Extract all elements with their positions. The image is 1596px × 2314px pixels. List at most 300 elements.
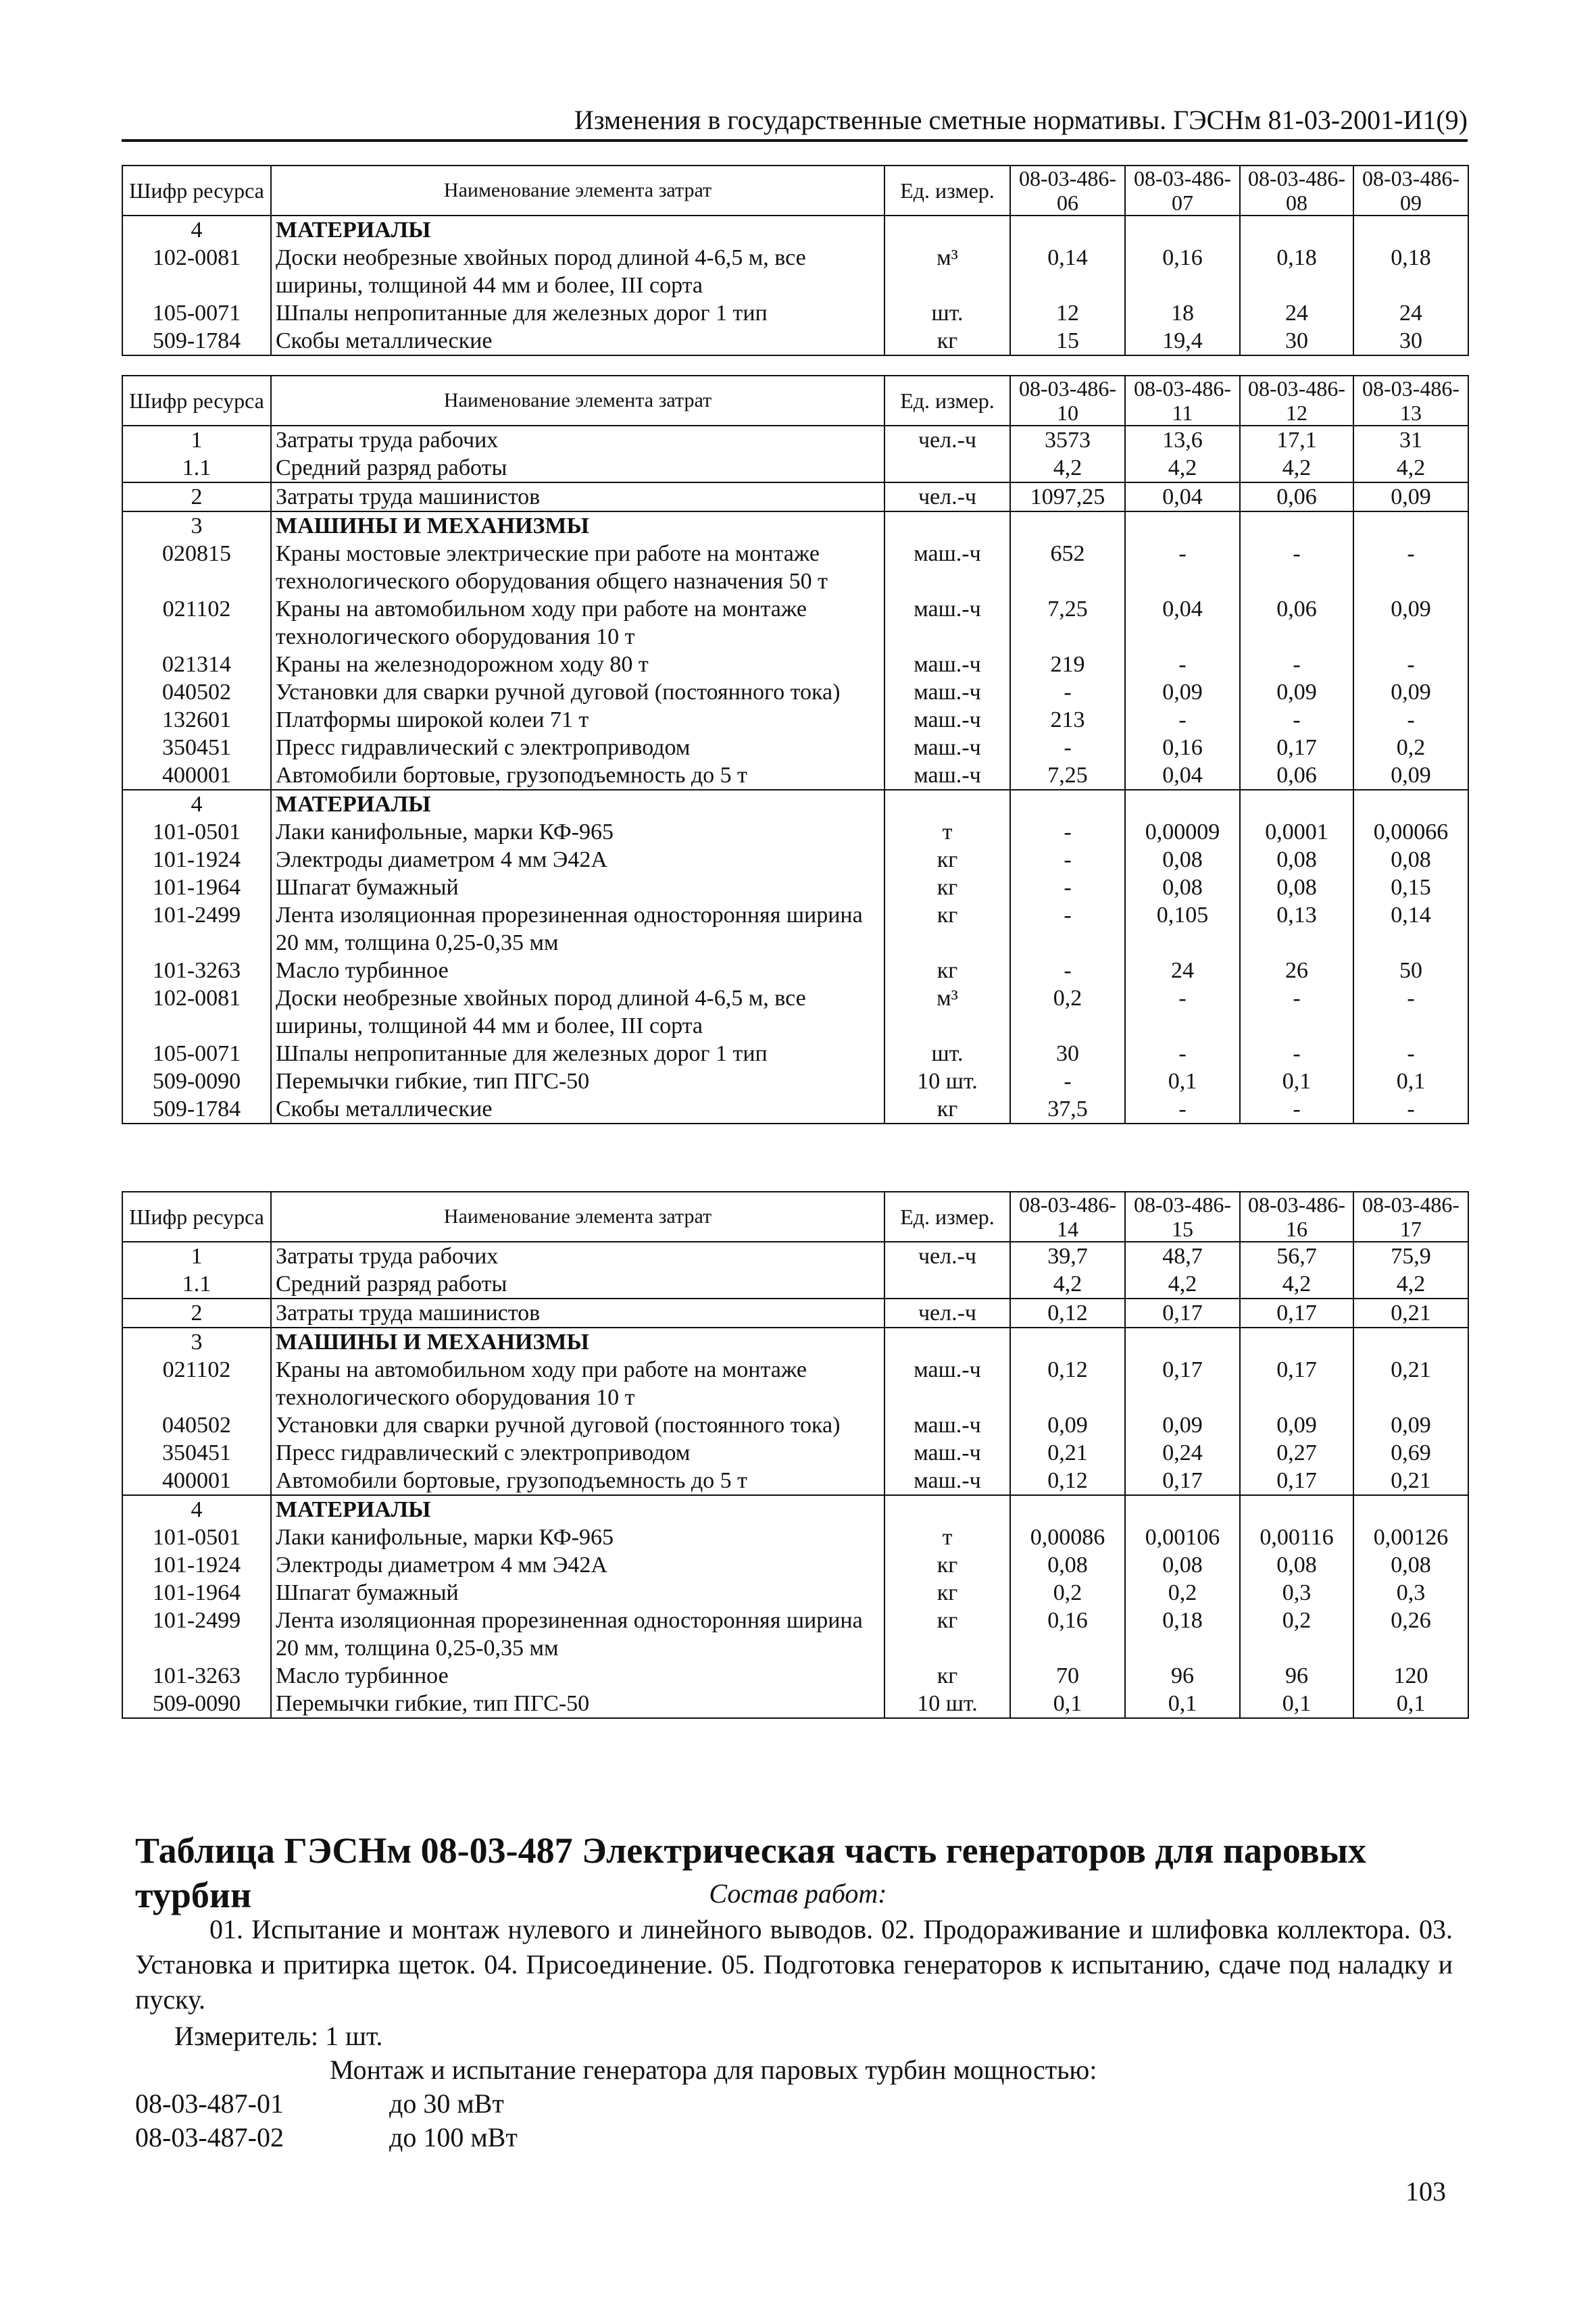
table-row <box>122 761 1468 790</box>
resource-name: Электроды диаметром 4 мм Э42А <box>271 1551 884 1579</box>
resource-value: 0,16 <box>1125 734 1240 761</box>
resource-value: - <box>1010 734 1125 761</box>
resource-value: 0,21 <box>1353 1356 1468 1411</box>
resource-value: 0,1 <box>1353 1067 1468 1095</box>
resource-value: 0,1 <box>1010 1690 1125 1718</box>
resource-value: 213 <box>1010 706 1125 734</box>
resource-name: Затраты труда машинистов <box>271 482 884 511</box>
header-name: Наименование элемента затрат <box>271 166 884 216</box>
header-code: Шифр ресурса <box>122 166 271 216</box>
resource-name: Шпагат бумажный <box>271 1579 884 1607</box>
norm-item <box>135 2086 504 2121</box>
resource-value: 0,1 <box>1240 1690 1353 1718</box>
resource-unit: шт. <box>884 299 1010 327</box>
resource-unit: 10 шт. <box>884 1690 1010 1718</box>
resource-value: 0,08 <box>1010 1551 1125 1579</box>
resource-value: - <box>1125 651 1240 678</box>
resource-table-486-14-17 <box>122 1191 1469 1719</box>
resource-code: 102-0081 <box>122 984 271 1040</box>
resource-unit: маш.-ч <box>884 651 1010 678</box>
resource-value: - <box>1353 1095 1468 1124</box>
resource-value: 30 <box>1353 327 1468 355</box>
resource-unit: чел.-ч <box>884 426 1010 454</box>
resource-value <box>1353 1328 1468 1356</box>
resource-value: 0,00126 <box>1353 1524 1468 1551</box>
resource-value <box>1240 790 1353 818</box>
header-norm-code: 08-03-486-06 <box>1010 166 1125 216</box>
resource-value: 0,2 <box>1240 1607 1353 1662</box>
page-number: 103 <box>1405 2176 1446 2207</box>
resource-value: 4,2 <box>1010 1270 1125 1299</box>
resource-value: 0,15 <box>1353 874 1468 901</box>
resource-value: 0,12 <box>1010 1467 1125 1495</box>
header-norm-code: 08-03-486-17 <box>1353 1192 1468 1242</box>
resource-value: 0,06 <box>1240 761 1353 790</box>
resource-unit: кг <box>884 846 1010 874</box>
resource-value: 4,2 <box>1240 1270 1353 1299</box>
resource-value: 1097,25 <box>1010 482 1125 511</box>
table-row <box>122 734 1468 761</box>
resource-value: - <box>1125 540 1240 595</box>
resource-unit: т <box>884 818 1010 846</box>
resource-value: 0,26 <box>1353 1607 1468 1662</box>
resource-unit: кг <box>884 874 1010 901</box>
resource-name: Шпалы непропитанные для железных дорог 1 тип <box>271 299 884 327</box>
resource-value: 0,09 <box>1353 482 1468 511</box>
resource-value: 0,12 <box>1010 1299 1125 1328</box>
resource-value: - <box>1240 1040 1353 1067</box>
resource-unit <box>884 790 1010 818</box>
resource-code: 101-1924 <box>122 1551 271 1579</box>
resource-value: 0,3 <box>1353 1579 1468 1607</box>
resource-unit: маш.-ч <box>884 1439 1010 1467</box>
resource-unit: маш.-ч <box>884 540 1010 595</box>
header-norm-code: 08-03-486-13 <box>1353 376 1468 426</box>
resource-code: 101-3263 <box>122 1662 271 1690</box>
resource-value: 0,17 <box>1125 1356 1240 1411</box>
resource-name: МАТЕРИАЛЫ <box>271 790 884 818</box>
resource-name: Автомобили бортовые, грузоподъемность до 5 т <box>271 1467 884 1495</box>
resource-value: 0,08 <box>1125 874 1240 901</box>
resource-unit: кг <box>884 1551 1010 1579</box>
table-title: Таблица ГЭСНм 08-03-487 Электрическая часть генераторов для паровых турбин <box>135 1830 1366 1915</box>
resource-value <box>1010 790 1125 818</box>
resource-value: - <box>1010 818 1125 846</box>
resource-value <box>1240 1495 1353 1524</box>
header-code: Шифр ресурса <box>122 1192 271 1242</box>
resource-value <box>1353 511 1468 540</box>
resource-value: 24 <box>1240 299 1353 327</box>
resource-code: 1.1 <box>122 454 271 482</box>
resource-value <box>1010 511 1125 540</box>
resource-code: 4 <box>122 1495 271 1524</box>
resource-unit: маш.-ч <box>884 678 1010 706</box>
table-row <box>122 874 1468 901</box>
resource-value <box>1010 216 1125 244</box>
resource-code: 101-1964 <box>122 1579 271 1607</box>
resource-code: 350451 <box>122 734 271 761</box>
table-row <box>122 984 1468 1040</box>
table-row <box>122 482 1468 511</box>
table-row <box>122 1095 1468 1124</box>
resource-code: 102-0081 <box>122 244 271 299</box>
resource-unit: м³ <box>884 244 1010 299</box>
resource-value: 0,00116 <box>1240 1524 1353 1551</box>
resource-value: 0,09 <box>1353 1411 1468 1439</box>
resource-name: Масло турбинное <box>271 957 884 984</box>
resource-value: 4,2 <box>1010 454 1125 482</box>
header-norm-code: 08-03-486-14 <box>1010 1192 1125 1242</box>
resource-name: Затраты труда рабочих <box>271 426 884 454</box>
resource-value: 0,1 <box>1125 1067 1240 1095</box>
header-norm-code: 08-03-486-10 <box>1010 376 1125 426</box>
resource-value: - <box>1353 651 1468 678</box>
resource-name: Краны на автомобильном ходу при работе на монтаже технологического оборудования 10 т <box>271 595 884 651</box>
resource-value: 0,09 <box>1353 761 1468 790</box>
resource-value <box>1125 790 1240 818</box>
resource-value: 30 <box>1240 327 1353 355</box>
resource-value: 0,21 <box>1353 1467 1468 1495</box>
table-row <box>122 1328 1468 1356</box>
header-norm-code: 08-03-486-11 <box>1125 376 1240 426</box>
table-header-row <box>122 166 1468 216</box>
resource-code: 132601 <box>122 706 271 734</box>
resource-value <box>1125 1328 1240 1356</box>
resource-value: 0,06 <box>1240 482 1353 511</box>
resource-value <box>1125 216 1240 244</box>
resource-value <box>1125 511 1240 540</box>
resource-value: 0,08 <box>1240 874 1353 901</box>
resource-name: Лаки канифольные, марки КФ-965 <box>271 818 884 846</box>
resource-code: 509-1784 <box>122 1095 271 1124</box>
table-row <box>122 1356 1468 1411</box>
resource-code: 101-2499 <box>122 901 271 957</box>
table-header-row <box>122 376 1468 426</box>
table-header-row <box>122 1192 1468 1242</box>
resource-value: 7,25 <box>1010 761 1125 790</box>
table-row <box>122 1411 1468 1439</box>
resource-value: 0,16 <box>1010 1607 1125 1662</box>
resource-code: 021102 <box>122 1356 271 1411</box>
resource-code: 101-0501 <box>122 1524 271 1551</box>
resource-name: Пресс гидравлический с электроприводом <box>271 734 884 761</box>
header-name: Наименование элемента затрат <box>271 376 884 426</box>
resource-code: 509-1784 <box>122 327 271 355</box>
resource-code: 3 <box>122 511 271 540</box>
header-norm-code: 08-03-486-15 <box>1125 1192 1240 1242</box>
table-row <box>122 454 1468 482</box>
table-row <box>122 1439 1468 1467</box>
table-row <box>122 1299 1468 1328</box>
header-norm-code: 08-03-486-12 <box>1240 376 1353 426</box>
table-row <box>122 1270 1468 1299</box>
resource-name: МАШИНЫ И МЕХАНИЗМЫ <box>271 1328 884 1356</box>
resource-code: 1 <box>122 426 271 454</box>
header-norm-code: 08-03-486-07 <box>1125 166 1240 216</box>
norm-code: 08-03-487-02 <box>135 2122 284 2153</box>
resource-value: 24 <box>1353 299 1468 327</box>
resource-unit: маш.-ч <box>884 734 1010 761</box>
table-row <box>122 957 1468 984</box>
resource-unit <box>884 1495 1010 1524</box>
header-norm-code: 08-03-486-16 <box>1240 1192 1353 1242</box>
resource-value: 0,24 <box>1125 1439 1240 1467</box>
resource-unit: т <box>884 1524 1010 1551</box>
resource-value: - <box>1010 901 1125 957</box>
resource-value: 0,08 <box>1125 846 1240 874</box>
resource-value: 4,2 <box>1125 1270 1240 1299</box>
table-row <box>122 1242 1468 1270</box>
resource-value: 96 <box>1125 1662 1240 1690</box>
resource-value: 0,1 <box>1353 1690 1468 1718</box>
resource-value: 26 <box>1240 957 1353 984</box>
resource-value: 0,2 <box>1353 734 1468 761</box>
resource-code: 105-0071 <box>122 299 271 327</box>
resource-value: 19,4 <box>1125 327 1240 355</box>
resource-name: Скобы металлические <box>271 327 884 355</box>
resource-value: - <box>1240 984 1353 1040</box>
resource-value: 0,09 <box>1240 1411 1353 1439</box>
resource-code: 400001 <box>122 1467 271 1495</box>
resource-value: 0,2 <box>1010 984 1125 1040</box>
table-row <box>122 299 1468 327</box>
resource-value: 0,08 <box>1353 846 1468 874</box>
resource-value: 0,3 <box>1240 1579 1353 1607</box>
resource-value: - <box>1240 540 1353 595</box>
resource-unit <box>884 454 1010 482</box>
resource-name: Перемычки гибкие, тип ПГС-50 <box>271 1067 884 1095</box>
resource-value: 0,04 <box>1125 595 1240 651</box>
mount-caption: Монтаж и испытание генератора для паровых турбин мощностью: <box>330 2055 1097 2085</box>
resource-value: - <box>1125 706 1240 734</box>
resource-value: 0,2 <box>1125 1579 1240 1607</box>
resource-name: Краны мостовые электрические при работе на монтаже технологического оборудования общего назначения 50 т <box>271 540 884 595</box>
resource-code: 101-3263 <box>122 957 271 984</box>
resource-code: 509-0090 <box>122 1690 271 1718</box>
resource-value: 0,2 <box>1010 1579 1125 1607</box>
resource-value: 0,16 <box>1125 244 1240 299</box>
norm-item <box>135 2120 518 2155</box>
resource-value: 18 <box>1125 299 1240 327</box>
resource-unit: 10 шт. <box>884 1067 1010 1095</box>
resource-code: 1 <box>122 1242 271 1270</box>
header-unit: Ед. измер. <box>884 376 1010 426</box>
table-row <box>122 651 1468 678</box>
resource-unit: шт. <box>884 1040 1010 1067</box>
resource-value: 0,09 <box>1125 678 1240 706</box>
table-row <box>122 1495 1468 1524</box>
resource-name: Платформы широкой колеи 71 т <box>271 706 884 734</box>
resource-unit: маш.-ч <box>884 1356 1010 1411</box>
resource-value: 3573 <box>1010 426 1125 454</box>
resource-value: 0,18 <box>1125 1607 1240 1662</box>
resource-code: 040502 <box>122 1411 271 1439</box>
resource-unit: чел.-ч <box>884 1299 1010 1328</box>
resource-unit: м³ <box>884 984 1010 1040</box>
resource-value: 12 <box>1010 299 1125 327</box>
resource-code: 101-1924 <box>122 846 271 874</box>
resource-code: 350451 <box>122 1439 271 1467</box>
resource-unit: кг <box>884 327 1010 355</box>
resource-value: 0,09 <box>1240 678 1353 706</box>
resource-value: 0,08 <box>1353 1551 1468 1579</box>
resource-name: МАШИНЫ И МЕХАНИЗМЫ <box>271 511 884 540</box>
resource-value: - <box>1010 874 1125 901</box>
table-row <box>122 1067 1468 1095</box>
resource-value: - <box>1353 1040 1468 1067</box>
resource-value: 0,14 <box>1353 901 1468 957</box>
resource-value: 4,2 <box>1125 454 1240 482</box>
resource-unit: кг <box>884 1662 1010 1690</box>
resource-unit: маш.-ч <box>884 595 1010 651</box>
resource-code: 020815 <box>122 540 271 595</box>
resource-unit <box>884 511 1010 540</box>
resource-value: 0,105 <box>1125 901 1240 957</box>
resource-name: Шпалы непропитанные для железных дорог 1 тип <box>271 1040 884 1067</box>
resource-value: 4,2 <box>1353 1270 1468 1299</box>
header-unit: Ед. измер. <box>884 166 1010 216</box>
resource-name: Установки для сварки ручной дуговой (постоянного тока) <box>271 678 884 706</box>
resource-name: Перемычки гибкие, тип ПГС-50 <box>271 1690 884 1718</box>
resource-name: Доски необрезные хвойных пород длиной 4-6,5 м, все ширины, толщиной 44 мм и более, III сорта <box>271 244 884 299</box>
resource-name: Лаки канифольные, марки КФ-965 <box>271 1524 884 1551</box>
table-row <box>122 244 1468 299</box>
running-header: Изменения в государственные сметные нормативы. ГЭСНм 81-03-2001-И1(9) <box>122 103 1468 142</box>
resource-value: 219 <box>1010 651 1125 678</box>
resource-name: Краны на автомобильном ходу при работе на монтаже технологического оборудования 10 т <box>271 1356 884 1411</box>
resource-value: - <box>1010 678 1125 706</box>
resource-unit: маш.-ч <box>884 1467 1010 1495</box>
resource-value: 0,17 <box>1240 1299 1353 1328</box>
table-row <box>122 1524 1468 1551</box>
resource-unit: чел.-ч <box>884 1242 1010 1270</box>
table-row <box>122 790 1468 818</box>
norm-code: 08-03-487-01 <box>135 2088 284 2119</box>
resource-value <box>1353 790 1468 818</box>
resource-value: - <box>1125 1040 1240 1067</box>
table-row <box>122 1690 1468 1718</box>
resource-value: 30 <box>1010 1040 1125 1067</box>
resource-code: 2 <box>122 482 271 511</box>
resource-value: - <box>1353 984 1468 1040</box>
resource-code: 3 <box>122 1328 271 1356</box>
resource-name: Затраты труда машинистов <box>271 1299 884 1328</box>
header-name: Наименование элемента затрат <box>271 1192 884 1242</box>
header-norm-code: 08-03-486-09 <box>1353 166 1468 216</box>
resource-value: 0,00086 <box>1010 1524 1125 1551</box>
resource-name: Установки для сварки ручной дуговой (постоянного тока) <box>271 1411 884 1439</box>
resource-unit: чел.-ч <box>884 482 1010 511</box>
resource-value: 0,17 <box>1125 1299 1240 1328</box>
resource-name: МАТЕРИАЛЫ <box>271 1495 884 1524</box>
composition-text: 01. Испытание и монтаж нулевого и линейного выводов. 02. Продораживание и шлифовка коллектора. 03. Установка и притирка щеток. 04. Присоединение. 05. Подготовка генераторов к испытанию, сдаче под наладку и пуску. <box>135 1914 1453 2015</box>
resource-unit <box>884 216 1010 244</box>
resource-value: 4,2 <box>1353 454 1468 482</box>
resource-value: 24 <box>1125 957 1240 984</box>
resource-code: 509-0090 <box>122 1067 271 1095</box>
resource-value: 0,09 <box>1353 595 1468 651</box>
meter-unit: Измеритель: 1 шт. <box>174 2021 383 2051</box>
resource-value: 0,09 <box>1353 678 1468 706</box>
resource-code: 4 <box>122 790 271 818</box>
norm-desc: до 100 мВт <box>389 2122 518 2153</box>
resource-code: 1.1 <box>122 1270 271 1299</box>
resource-value: 48,7 <box>1125 1242 1240 1270</box>
resource-value: 17,1 <box>1240 426 1353 454</box>
resource-value: 56,7 <box>1240 1242 1353 1270</box>
header-unit: Ед. измер. <box>884 1192 1010 1242</box>
resource-value <box>1353 1495 1468 1524</box>
resource-value: 0,12 <box>1010 1356 1125 1411</box>
norm-desc: до 30 мВт <box>389 2088 504 2119</box>
table-row <box>122 1579 1468 1607</box>
resource-value: - <box>1125 1095 1240 1124</box>
resource-value <box>1240 511 1353 540</box>
resource-value: 0,00009 <box>1125 818 1240 846</box>
resource-code: 101-2499 <box>122 1607 271 1662</box>
resource-unit <box>884 1270 1010 1299</box>
resource-name: Масло турбинное <box>271 1662 884 1690</box>
resource-value: 652 <box>1010 540 1125 595</box>
resource-value: 0,21 <box>1010 1439 1125 1467</box>
resource-value <box>1010 1328 1125 1356</box>
resource-value: 15 <box>1010 327 1125 355</box>
resource-name: Затраты труда рабочих <box>271 1242 884 1270</box>
resource-value: 13,6 <box>1125 426 1240 454</box>
resource-name: Лента изоляционная прорезиненная односторонняя ширина 20 мм, толщина 0,25-0,35 мм <box>271 901 884 957</box>
table-row <box>122 540 1468 595</box>
resource-code: 021102 <box>122 595 271 651</box>
resource-code: 021314 <box>122 651 271 678</box>
resource-value: 0,69 <box>1353 1439 1468 1467</box>
resource-name: Доски необрезные хвойных пород длиной 4-6,5 м, все ширины, толщиной 44 мм и более, III сорта <box>271 984 884 1040</box>
resource-value: - <box>1010 846 1125 874</box>
resource-value: - <box>1240 706 1353 734</box>
resource-value: 0,1 <box>1125 1690 1240 1718</box>
table-row <box>122 678 1468 706</box>
header-norm-code: 08-03-486-08 <box>1240 166 1353 216</box>
resource-value: - <box>1010 1067 1125 1095</box>
table-row <box>122 1662 1468 1690</box>
resource-value: 0,08 <box>1240 1551 1353 1579</box>
table-row <box>122 511 1468 540</box>
resource-value: - <box>1010 957 1125 984</box>
resource-code: 2 <box>122 1299 271 1328</box>
resource-value: - <box>1240 1095 1353 1124</box>
resource-value: 0,17 <box>1240 1356 1353 1411</box>
resource-value: 70 <box>1010 1662 1125 1690</box>
resource-value <box>1125 1495 1240 1524</box>
table-row <box>122 1467 1468 1495</box>
resource-value: 0,09 <box>1125 1411 1240 1439</box>
resource-value: 0,21 <box>1353 1299 1468 1328</box>
resource-value: - <box>1240 651 1353 678</box>
resource-value <box>1240 1328 1353 1356</box>
resource-value: 0,1 <box>1240 1067 1353 1095</box>
composition-title: Состав работ: <box>709 1878 887 1909</box>
resource-code: 040502 <box>122 678 271 706</box>
resource-value: 50 <box>1353 957 1468 984</box>
resource-value <box>1010 1495 1125 1524</box>
resource-value: 75,9 <box>1353 1242 1468 1270</box>
resource-value: 0,08 <box>1125 1551 1240 1579</box>
resource-code: 101-1964 <box>122 874 271 901</box>
resource-code: 101-0501 <box>122 818 271 846</box>
resource-table-486-06-09 <box>122 165 1469 356</box>
resource-unit: кг <box>884 1579 1010 1607</box>
resource-value: 0,27 <box>1240 1439 1353 1467</box>
table-row <box>122 1607 1468 1662</box>
